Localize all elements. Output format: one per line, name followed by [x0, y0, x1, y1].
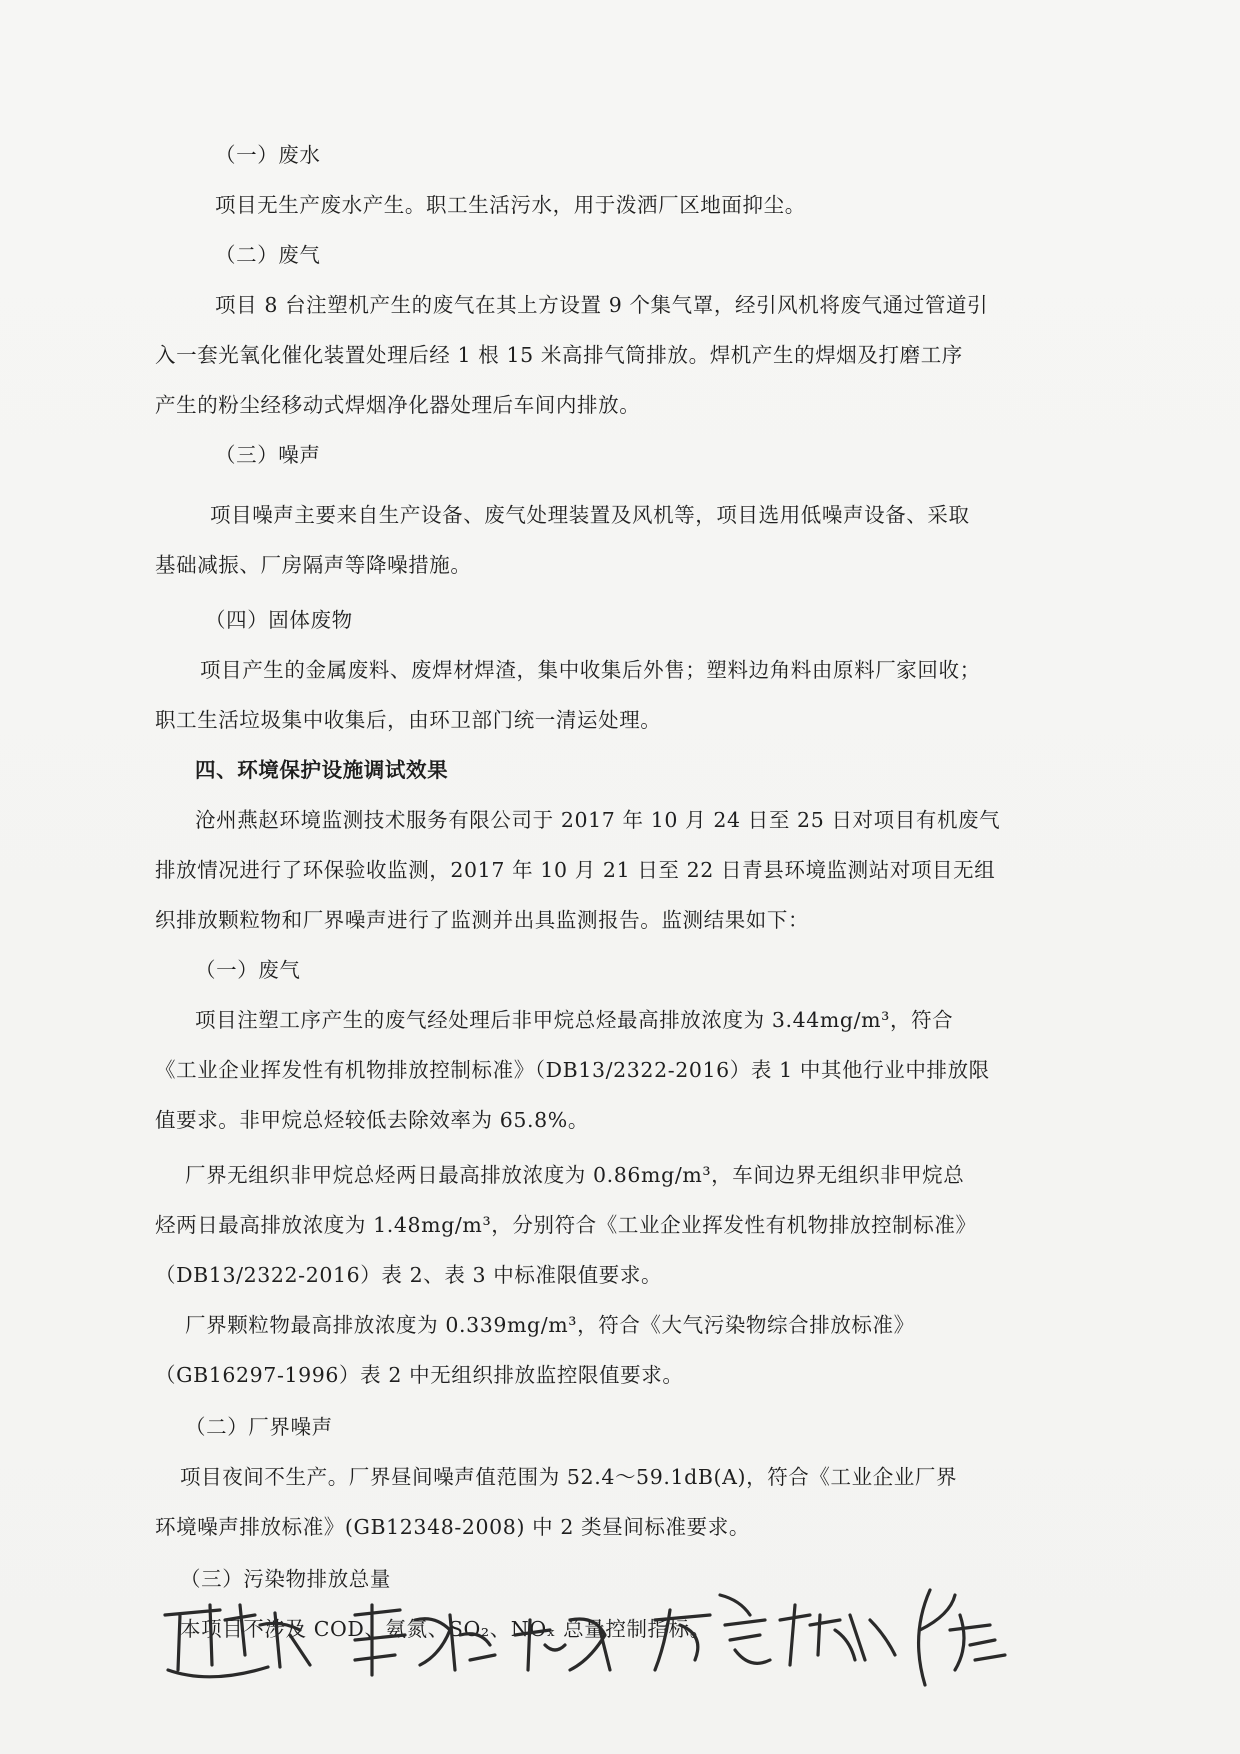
text-line: 厂界无组织非甲烷总烃两日最高排放浓度为 0.86mg/m³，车间边界无组织非甲烷总 [185, 1163, 965, 1187]
text-line: 沧州燕赵环境监测技术服务有限公司于 2017 年 10 月 24 日至 25 日对项目有机废气 [195, 808, 1001, 832]
text-line: 项目无生产废水产生。职工生活污水，用于泼洒厂区地面抑尘。 [215, 193, 806, 217]
signature-row [150, 1575, 1110, 1705]
text-line: （四）固体废物 [205, 608, 353, 632]
text-line: 产生的粉尘经移动式焊烟净化器处理后车间内排放。 [155, 393, 641, 417]
text-line: 值要求。非甲烷总烃较低去除效率为 65.8%。 [155, 1108, 589, 1132]
text-line: 排放情况进行了环保验收监测，2017 年 10 月 21 日至 22 日青县环境监测站对项目无组 [155, 858, 996, 882]
text-line: 项目注塑工序产生的废气经处理后非甲烷总烃最高排放浓度为 3.44mg/m³，符合 [195, 1008, 954, 1032]
signature-5 [780, 1605, 895, 1665]
signature-1 [165, 1605, 310, 1677]
text-line: （二）废气 [215, 243, 321, 267]
handwritten-signatures-image [150, 1575, 1110, 1705]
section-heading: 四、环境保护设施调试效果 [195, 758, 449, 782]
text-line: 厂界颗粒物最高排放浓度为 0.339mg/m³，符合《大气污染物综合排放标准》 [185, 1313, 915, 1337]
text-line: 《工业企业挥发性有机物排放控制标准》（DB13/2322-2016）表 1 中其他行业中排放限 [155, 1058, 990, 1082]
text-line: 本项目不涉及 COD、氨氮、SO₂、NOₓ 总量控制指标。 [180, 1617, 711, 1641]
text-line: 烃两日最高排放浓度为 1.48mg/m³，分别符合《工业企业挥发性有机物排放控制标准》 [155, 1213, 977, 1237]
text-line: （DB13/2322-2016）表 2、表 3 中标准限值要求。 [155, 1263, 663, 1287]
text-line: 基础减振、厂房隔声等降噪措施。 [155, 553, 472, 577]
text-line: 项目夜间不生产。厂界昼间噪声值范围为 52.4～59.1dB(A)，符合《工业企业厂界 [180, 1465, 958, 1489]
signature-6 [919, 1590, 1005, 1685]
text-line: 项目 8 台注塑机产生的废气在其上方设置 9 个集气罩，经引风机将废气通过管道引 [215, 293, 989, 317]
text-line: 织排放颗粒物和厂界噪声进行了监测并出具监测报告。监测结果如下： [155, 908, 810, 932]
text-line: 环境噪声排放标准》(GB12348-2008) 中 2 类昼间标准要求。 [155, 1515, 750, 1539]
text-line: （一）废水 [215, 143, 321, 167]
signature-4 [655, 1595, 770, 1670]
text-line: 项目噪声主要来自生产设备、废气处理装置及风机等，项目选用低噪声设备、采取 [210, 503, 970, 527]
signature-3 [515, 1619, 610, 1670]
text-line: （GB16297-1996）表 2 中无组织排放监控限值要求。 [155, 1363, 684, 1387]
text-line: 项目产生的金属废料、废焊材焊渣，集中收集后外售；塑料边角料由原料厂家回收； [200, 658, 981, 682]
signature-2 [355, 1605, 495, 1675]
text-line: 入一套光氧化催化装置处理后经 1 根 15 米高排气筒排放。焊机产生的焊烟及打磨工序 [155, 343, 963, 367]
text-line: （三）污染物排放总量 [180, 1567, 391, 1591]
text-line: （二）厂界噪声 [185, 1415, 333, 1439]
text-line: （一）废气 [195, 958, 301, 982]
text-line: 职工生活垃圾集中收集后，由环卫部门统一清运处理。 [155, 708, 662, 732]
text-line: （三）噪声 [215, 443, 321, 467]
